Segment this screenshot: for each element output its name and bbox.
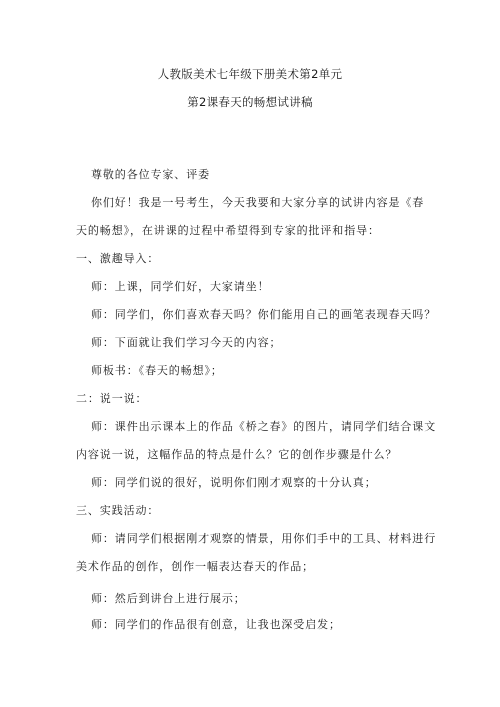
paragraph-line: 师：下面就让我们学习今天的内容；	[91, 336, 282, 349]
section-heading: 三、实践活动：	[76, 504, 160, 517]
paragraph-line: 师：同学们，你们喜欢春天吗？你们能用自己的画笔表现春天吗？	[91, 308, 437, 321]
paragraph-line: 师板书：《春天的畅想》；	[91, 364, 223, 377]
paragraph-line: 师：同学们的作品很有创意，让我也深受启发；	[91, 618, 341, 631]
paragraph-line: 你们好！我是一号考生，今天我要和大家分享的试讲内容是《春	[91, 196, 425, 209]
document-title: 第2课春天的畅想试讲稿	[187, 95, 313, 109]
paragraph-line: 天的畅想》，在讲课的过程中希望得到专家的批评和指导：	[76, 224, 380, 237]
section-heading: 一、激趣导入：	[76, 252, 160, 265]
paragraph-line: 师：课件出示课本上的作品《桥之春》的图片，请同学们结合课文	[91, 420, 437, 433]
paragraph-line: 尊敬的各位专家、评委	[91, 168, 210, 181]
paragraph-line: 师：上课，同学们好，大家请坐！	[91, 280, 270, 293]
paragraph-line: 内容说一说，这幅作品的特点是什么？它的创作步骤是什么？	[76, 448, 398, 461]
document-header-line-1: 人教版美术七年级下册美术第2单元	[157, 67, 343, 81]
paragraph-line: 师：同学们说的很好，说明你们刚才观察的十分认真；	[91, 476, 377, 489]
section-heading: 二：说一说：	[76, 392, 148, 405]
paragraph-line: 美术作品的创作，创作一幅表达春天的作品；	[76, 560, 314, 573]
paragraph-line: 师：请同学们根据刚才观察的情景，用你们手中的工具、材料进行	[91, 532, 437, 545]
paragraph-line: 师：然后到讲台上进行展示；	[91, 592, 246, 605]
